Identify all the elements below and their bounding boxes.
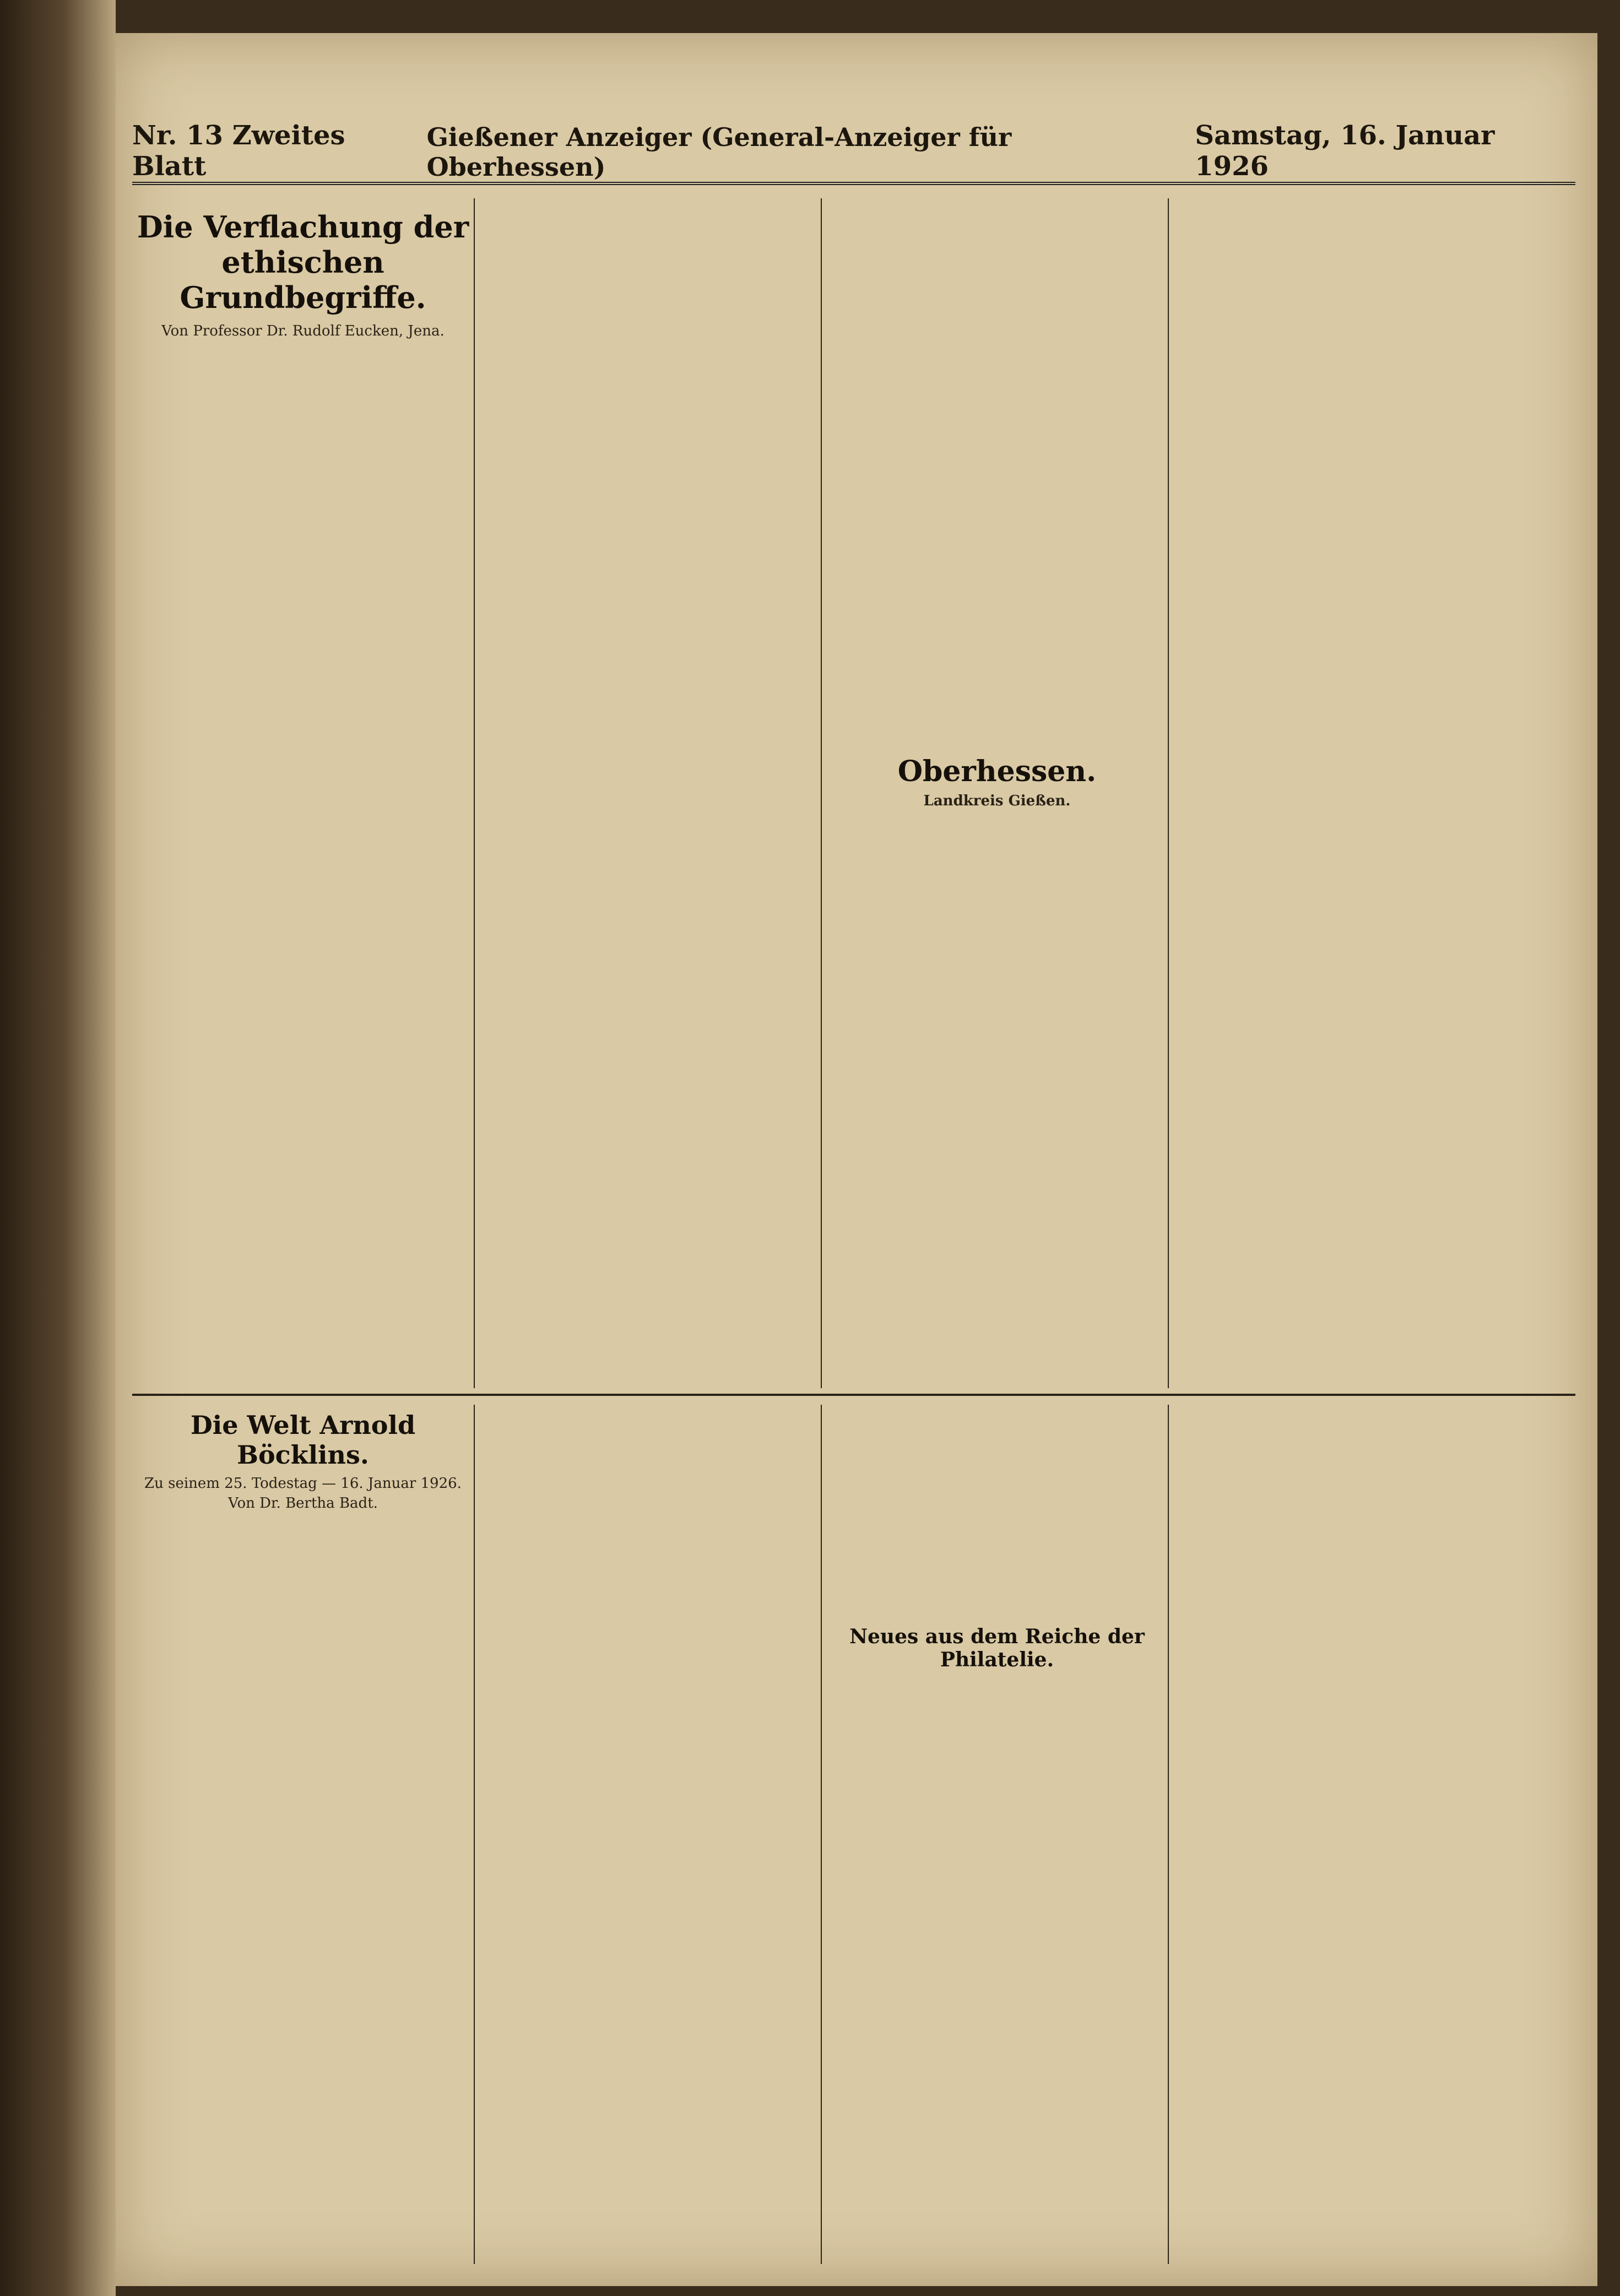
newspaper-page [116,33,1597,2286]
section-divider [132,1394,1575,1396]
page-header [132,120,1575,185]
article-title-verflachung-1: Die Verflachung der [137,209,469,245]
lower-column-4 [1173,1405,1559,2264]
lower-column-2 [479,1405,822,2264]
upper-column-3 [826,198,1169,1388]
article-subtitle-boecklin: Zu seinem 25. Todestag — 16. Januar 1926. [144,1475,462,1492]
article-title-boecklin: Die Welt Arnold Böcklins. [190,1410,416,1470]
upper-column-1 [132,198,475,1388]
article-title-oberhessen: Oberhessen. [897,755,1097,788]
newspaper-title: Gießener Anzeiger (General-Anzeiger für Oberhessen) [426,122,1012,182]
article-title-philatelie-2: Philatelie. [940,1648,1054,1671]
upper-column-4 [1173,198,1559,1388]
article-subtitle-oberhessen: Landkreis Gießen. [923,793,1071,809]
article-byline-verflachung: Von Professor Dr. Rudolf Eucken, Jena. [161,323,445,339]
issue-number: Nr. 13 Zweites Blatt [132,120,345,182]
book-spine [0,0,116,2296]
lower-column-3 [826,1405,1169,2264]
article-title-verflachung-2: ethischen Grundbegriffe. [180,245,426,315]
article-byline-boecklin: Von Dr. Bertha Badt. [228,1495,378,1512]
upper-column-2 [479,198,822,1388]
article-title-philatelie-1: Neues aus dem Reiche der [849,1625,1145,1648]
issue-date: Samstag, 16. Januar 1926 [1195,120,1495,182]
lower-column-1 [132,1405,475,2264]
